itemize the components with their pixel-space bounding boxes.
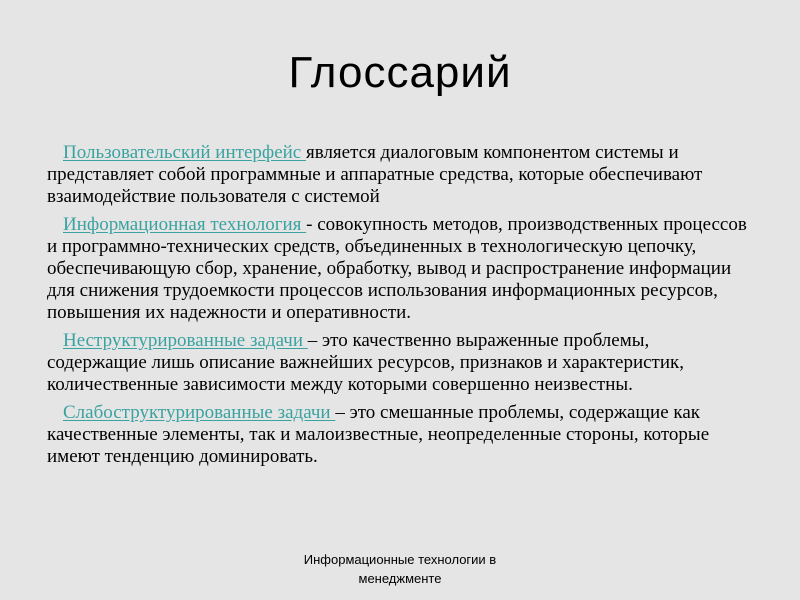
glossary-entry-unstructured-tasks [47, 330, 747, 396]
definition-text: является диалоговым компонентом системы и представляет собой программные и аппаратные средства, которые обеспечивают взаимодействие пользователя с системой [47, 142, 703, 207]
glossary-entry-semistructured-tasks [47, 402, 747, 468]
slide-footer [0, 550, 800, 588]
glossary-body [47, 142, 747, 474]
term-link-user-interface[interactable]: Пользовательский интерфейс [63, 142, 306, 163]
footer-line-1: Информационные технологии в [303, 552, 497, 567]
term-link-information-technology[interactable]: Информационная технология [63, 214, 307, 235]
definition-text: – это качественно выраженные проблемы, содержащие лишь описание важнейших ресурсов, признаков и характеристик, количественные зависимости между которыми совершенно неизвестны. [47, 330, 685, 395]
term-link-unstructured-tasks[interactable]: Неструктурированные задачи [63, 330, 308, 351]
glossary-entry-user-interface [47, 142, 747, 208]
definition-text: - совокупность методов, производственных процессов и программно-технических средств, объединенных в технологическую цепочку, обеспечивающую сбор, хранение, обработку, вывод и распространение информации для снижения трудоемкости процессов использования информационных ресурсов, повышения их надежности и оперативности. [47, 214, 747, 323]
footer-line-2: менеджменте [358, 571, 442, 586]
definition-text: – это смешанные проблемы, содержащие как качественные элементы, так и малоизвестные, неопределенные стороны, которые имеют тенденцию доминировать. [47, 402, 710, 467]
slide-title: Глоссарий [288, 48, 512, 97]
glossary-entry-information-technology [47, 214, 747, 324]
term-link-semistructured-tasks[interactable]: Слабоструктурированные задачи [63, 402, 336, 423]
